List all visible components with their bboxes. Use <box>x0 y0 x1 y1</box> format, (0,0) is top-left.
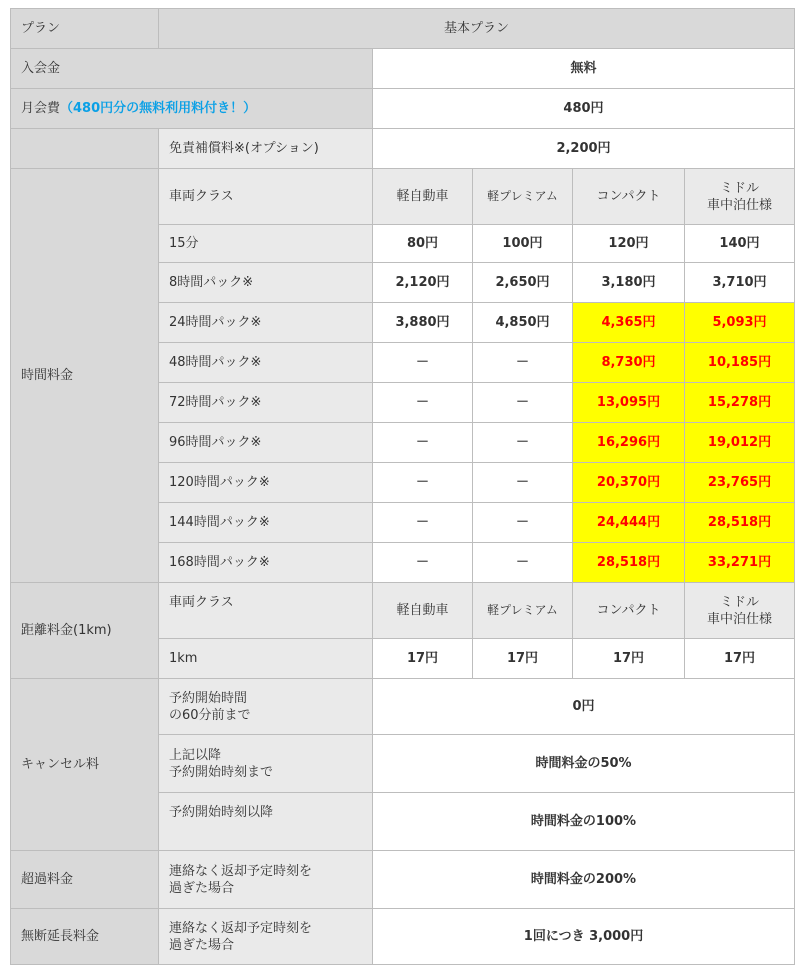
hourly-class-kei: 軽自動車 <box>373 169 473 225</box>
cancel-value: 時間料金の100% <box>373 793 795 851</box>
price-cell: 2,650円 <box>473 263 573 303</box>
price-cell-highlight: 23,765円 <box>685 463 795 503</box>
price-cell: － <box>473 503 573 543</box>
overtime-label: 超過料金 <box>11 851 159 909</box>
distance-class-row <box>11 583 795 639</box>
monthly-label-cell <box>11 89 373 129</box>
cancel-value: 時間料金の50% <box>373 735 795 793</box>
distance-label: 距離料金(1km) <box>11 583 159 679</box>
price-cell: 100円 <box>473 225 573 263</box>
distance-class-middle: ミドル 車中泊仕様 <box>685 583 795 639</box>
insurance-value: 2,200円 <box>373 129 795 169</box>
price-cell: 3,710円 <box>685 263 795 303</box>
price-cell: － <box>473 543 573 583</box>
price-cell: － <box>373 543 473 583</box>
distance-class-kei-premium: 軽プレミアム <box>473 583 573 639</box>
insurance-row <box>11 129 795 169</box>
insurance-label: 免責補償料※(オプション) <box>159 129 373 169</box>
price-cell-highlight: 24,444円 <box>573 503 685 543</box>
extension-condition: 連絡なく返却予定時刻を 過ぎた場合 <box>159 909 373 965</box>
hourly-row-name: 144時間パック※ <box>159 503 373 543</box>
price-cell: 3,880円 <box>373 303 473 343</box>
price-cell-highlight: 13,095円 <box>573 383 685 423</box>
extension-value: 1回につき 3,000円 <box>373 909 795 965</box>
price-cell: 17円 <box>685 639 795 679</box>
price-cell: － <box>473 463 573 503</box>
price-cell: 3,180円 <box>573 263 685 303</box>
price-cell: － <box>373 383 473 423</box>
header-plan-label: プラン <box>11 9 159 49</box>
cancel-condition: 予約開始時間 の60分前まで <box>159 679 373 735</box>
hourly-row-name: 120時間パック※ <box>159 463 373 503</box>
monthly-value: 480円 <box>373 89 795 129</box>
price-cell-highlight: 10,185円 <box>685 343 795 383</box>
price-cell-highlight: 19,012円 <box>685 423 795 463</box>
overtime-condition: 連絡なく返却予定時刻を 過ぎた場合 <box>159 851 373 909</box>
price-cell: 17円 <box>473 639 573 679</box>
price-cell: － <box>473 423 573 463</box>
price-cell: 4,850円 <box>473 303 573 343</box>
cancel-value: 0円 <box>373 679 795 735</box>
insurance-spacer <box>11 129 159 169</box>
hourly-row-name: 96時間パック※ <box>159 423 373 463</box>
cancel-condition: 上記以降 予約開始時刻まで <box>159 735 373 793</box>
price-cell-highlight: 20,370円 <box>573 463 685 503</box>
price-cell: － <box>373 463 473 503</box>
header-row <box>11 9 795 49</box>
overtime-value: 時間料金の200% <box>373 851 795 909</box>
monthly-row <box>11 89 795 129</box>
hourly-row-name: 24時間パック※ <box>159 303 373 343</box>
price-cell-highlight: 28,518円 <box>573 543 685 583</box>
header-basic-plan: 基本プラン <box>159 9 795 49</box>
admission-label: 入会金 <box>11 49 373 89</box>
hourly-row-name: 48時間パック※ <box>159 343 373 383</box>
price-cell: － <box>373 423 473 463</box>
price-cell-highlight: 28,518円 <box>685 503 795 543</box>
distance-class-compact: コンパクト <box>573 583 685 639</box>
price-cell-highlight: 8,730円 <box>573 343 685 383</box>
hourly-class-middle: ミドル 車中泊仕様 <box>685 169 795 225</box>
price-cell-highlight: 15,278円 <box>685 383 795 423</box>
price-cell: 17円 <box>373 639 473 679</box>
distance-class-kei: 軽自動車 <box>373 583 473 639</box>
price-cell-highlight: 5,093円 <box>685 303 795 343</box>
price-cell: － <box>473 343 573 383</box>
hourly-class-row <box>11 169 795 225</box>
cancel-label: キャンセル料 <box>11 679 159 851</box>
cancel-condition: 予約開始時刻以降 <box>159 793 373 851</box>
price-cell: － <box>373 503 473 543</box>
hourly-label: 時間料金 <box>11 169 159 583</box>
admission-value: 無料 <box>373 49 795 89</box>
price-cell-highlight: 4,365円 <box>573 303 685 343</box>
price-cell: 80円 <box>373 225 473 263</box>
hourly-row-name: 15分 <box>159 225 373 263</box>
extension-row <box>11 909 795 965</box>
hourly-row-name: 8時間パック※ <box>159 263 373 303</box>
hourly-class-compact: コンパクト <box>573 169 685 225</box>
price-cell: 140円 <box>685 225 795 263</box>
monthly-label: 月会費 <box>21 101 61 116</box>
cancel-row-0 <box>11 679 795 735</box>
pricing-table <box>10 8 795 965</box>
admission-row <box>11 49 795 89</box>
price-cell: － <box>373 343 473 383</box>
price-cell-highlight: 33,271円 <box>685 543 795 583</box>
extension-label: 無断延長料金 <box>11 909 159 965</box>
distance-class-label: 車両クラス <box>159 583 373 639</box>
price-cell-highlight: 16,296円 <box>573 423 685 463</box>
hourly-class-label: 車両クラス <box>159 169 373 225</box>
hourly-row-name: 168時間パック※ <box>159 543 373 583</box>
price-cell: 2,120円 <box>373 263 473 303</box>
monthly-note: （480円分の無料利用料付き！） <box>60 101 257 116</box>
price-cell: － <box>473 383 573 423</box>
price-cell: 120円 <box>573 225 685 263</box>
overtime-row <box>11 851 795 909</box>
price-cell: 17円 <box>573 639 685 679</box>
hourly-row-name: 72時間パック※ <box>159 383 373 423</box>
distance-row-name: 1km <box>159 639 373 679</box>
hourly-class-kei-premium: 軽プレミアム <box>473 169 573 225</box>
